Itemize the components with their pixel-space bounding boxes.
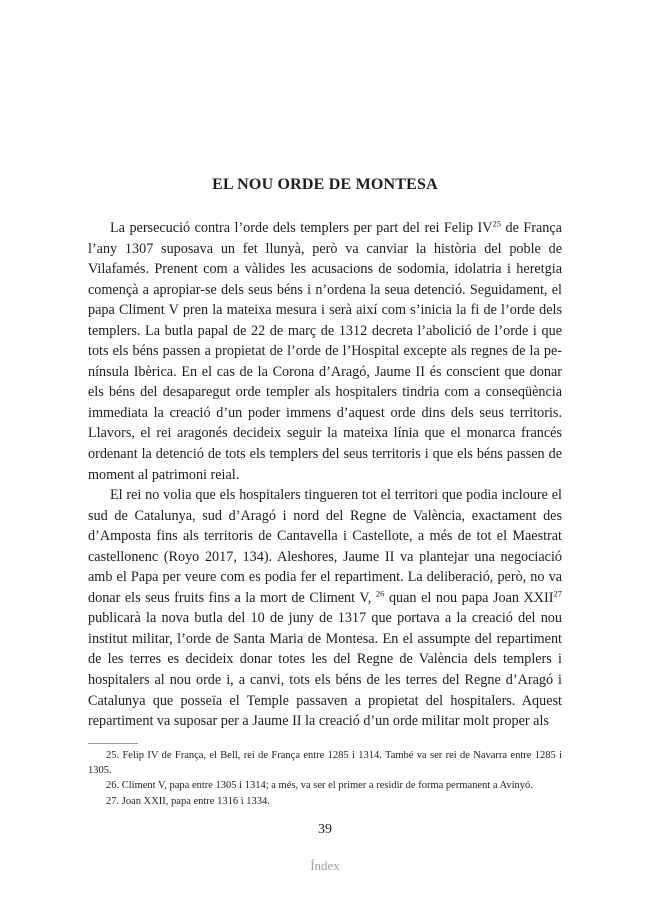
- paragraph-text: publicarà la nova butla del 10 de juny de 1317 que portava a la creació del nou institut militar, l’orde de Santa Maria de Montesa. En el assumpte del repartiment de les terres es decideix donar totes les del Regne de València dels templers i hospitalers al nou orde i, a canvi, tots els béns de les terres del Regne d’Aragó i Catalunya que posseïa el Temple passaven a propietat del hospitalers. Aquest repartiment va suposar per a Jaume II la creació d’un orde militar molt proper als: [88, 610, 562, 730]
- footnote-26: 26. Climent V, papa entre 1305 i 1314; a més, va ser el primer a residir de forma permanent a Avinyó.: [106, 780, 533, 792]
- page-number: 39: [318, 822, 332, 837]
- footnote-ref-25[interactable]: 25: [492, 218, 502, 229]
- body-text: [88, 218, 562, 732]
- paragraph-text: La persecució contra l’orde dels templers per part del rei Felip IV: [110, 220, 493, 236]
- paragraph-text: El rei no volia que els hospitalers tingueren tot el territori que podia incloure el sud de Catalunya, sud d’Aragó i nord del Regne de València, exactament des d’Amposta fins als territoris de Cantavella i Castellote, a més de tot el Maestrat castellonenc (Royo 2017, 134). Aleshores, Jaume II va plantejar una negociació amb el Papa per veure com es podia fer el repartiment. La deliberació, però, no va donar els seus fruits fins a la mort de Climent V,: [88, 487, 562, 606]
- index-link[interactable]: Índex: [310, 858, 340, 873]
- paragraph: [88, 485, 562, 732]
- footnote-27: 27. Joan XXII, papa entre 1316 i 1334.: [106, 795, 270, 807]
- footnotes: [88, 748, 562, 809]
- footnote-divider: [88, 743, 138, 744]
- paragraph-text: quan el nou papa Joan XXII: [384, 589, 554, 606]
- footnote-ref-27[interactable]: 27: [553, 588, 562, 599]
- paragraph-text: de França l’any 1307 suposava un fet llunyà, però va canviar la història del poble de Vilafamés. Prenent com a vàlides les acusacions de sodomia, idolatria i heretgia començà a apropiar-se dels seus béns i n’ordena la seua detenció. Seguidament, el papa Climent V pren la mateixa mesura i serà així com s’inicia la fi de l’orde dels templers. La butla papal de 22 de març de 1312 decreta l’abolició de l’orde i que tots els béns passen a propietat de l’orde de l’Hospital excepte als regnes de la península Ibèrica. En el cas de la Corona d’Aragó, Jaume II és conscient que donar els béns del desaparegut orde templer als hospitalers tindria com a conseqüència immediata la creació d’un poder immens d’aquest orde dins dels seus territoris. Llavors, el rei aragonés decideix seguir la mateixa línia que el monarca francés ordenant la detenció de tots els templers del seus territoris i que els béns passen de moment al patrimoni reial.: [88, 220, 562, 483]
- footnote-25: 25. Felip IV de França, el Bell, rei de França entre 1285 i 1314. També va ser rei de Navarra entre 1285 i 1305.: [88, 750, 562, 777]
- paragraph: [88, 218, 562, 485]
- chapter-title: EL NOU ORDE DE MONTESA: [212, 176, 438, 193]
- footnote-ref-26[interactable]: 26: [375, 588, 385, 599]
